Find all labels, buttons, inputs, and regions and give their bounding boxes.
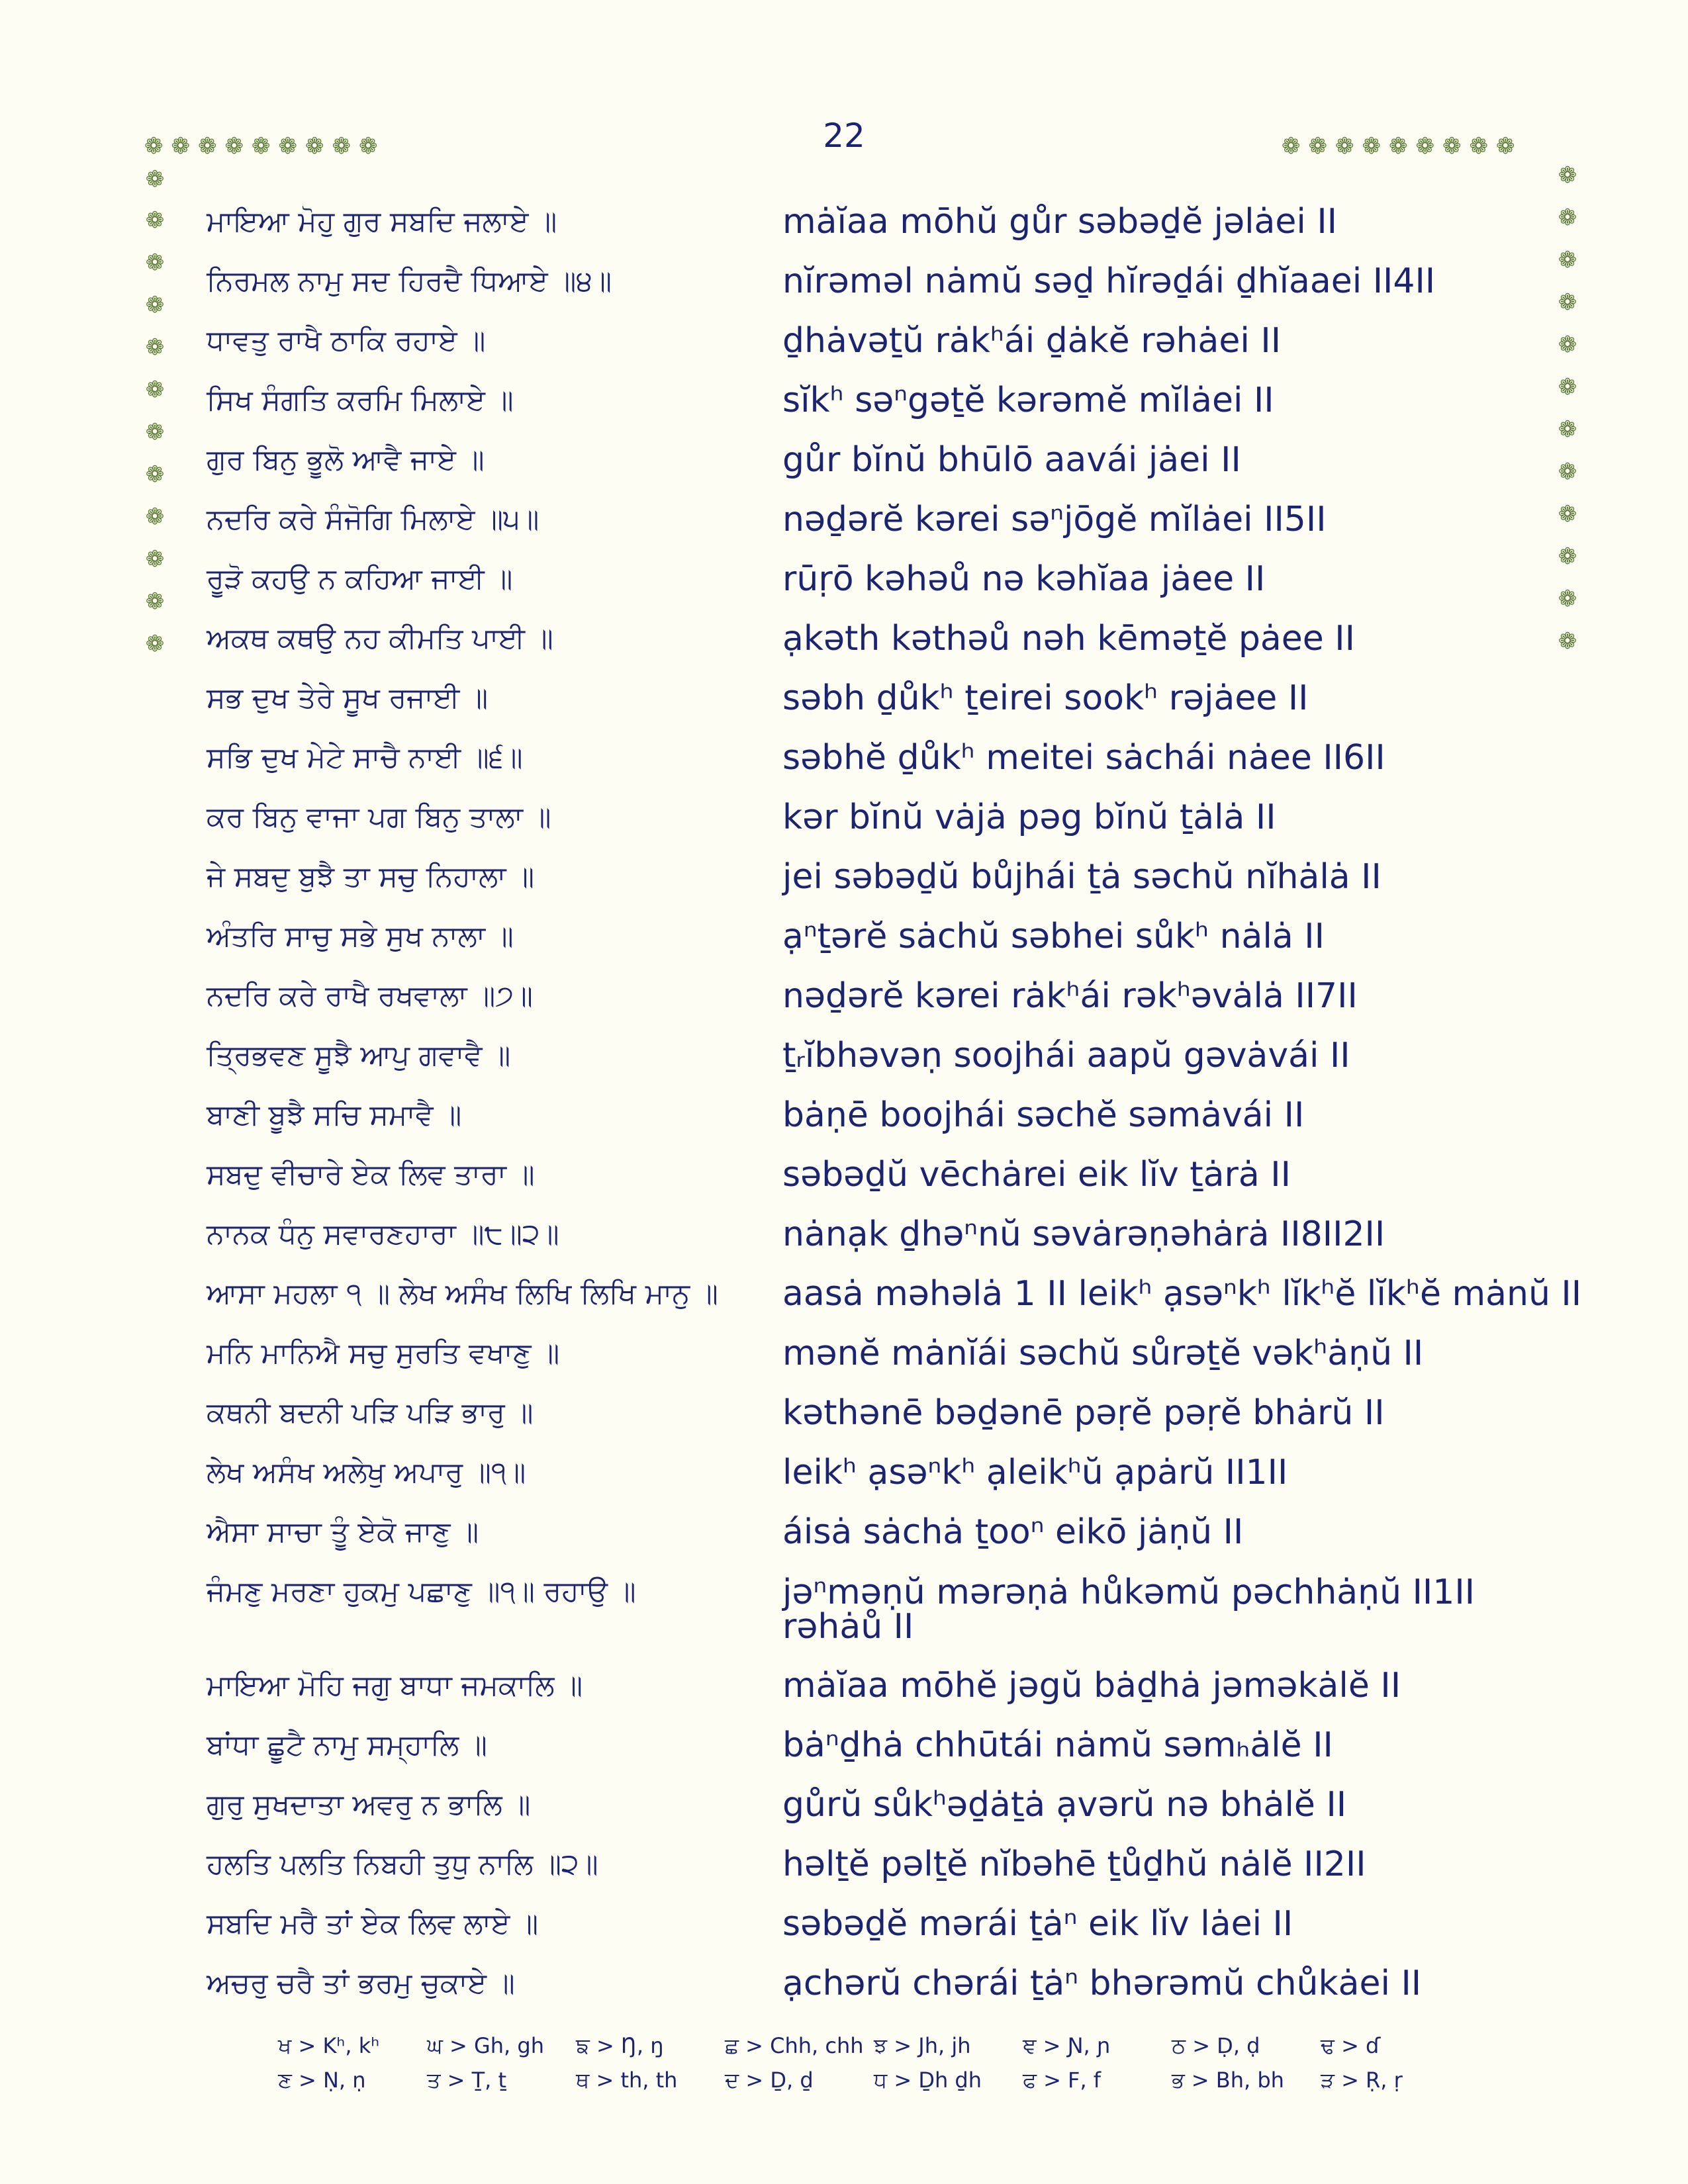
gurmukhi-line: ਰੂੜੋ ਕਹਉ ਨ ਕਹਿਆ ਜਾਈ ॥ xyxy=(207,563,513,596)
flower-ornament-icon: ❁ xyxy=(145,334,165,361)
verse-row xyxy=(0,907,1688,966)
verse-row xyxy=(0,1502,1688,1562)
verse-row xyxy=(0,1383,1688,1443)
legend-entry: ਥ > th, th xyxy=(576,2068,678,2093)
legend-entry: ਖ > Kʰ, kʰ xyxy=(278,2033,380,2058)
gurmukhi-line: ਸਭਿ ਦੁਖ ਮੇਟੇ ਸਾਚੈ ਨਾਈ ॥੬॥ xyxy=(207,741,523,774)
verse-row xyxy=(0,1715,1688,1775)
transliteration-line: ạkəth kəthəů nəh kēməṯĕ pȧee II xyxy=(782,619,1355,659)
gurmukhi-line: ਗੁਰੁ ਸੁਖਦਾਤਾ ਅਵਰੁ ਨ ਭਾਲਿ ॥ xyxy=(207,1788,531,1821)
transliteration-line: aasȧ məhəlȧ 1 II leikʰ ạsəⁿkʰ lĭkʰĕ lĭkʰĕ mȧnŭ II xyxy=(782,1274,1582,1314)
transliteration-line: sĭkʰ səⁿgəṯĕ kərəmĕ mĭlȧei II xyxy=(782,381,1274,420)
verse-row xyxy=(0,1775,1688,1835)
gurmukhi-line: ਨਾਨਕ ਧੰਨੁ ਸਵਾਰਣਹਾਰਾ ॥੮॥੨॥ xyxy=(207,1218,559,1251)
gurmukhi-line: ਸਬਦਿ ਮਰੈ ਤਾਂ ਏਕ ਲਿਵ ਲਾਏ ॥ xyxy=(207,1907,539,1940)
gurmukhi-line: ਜੇ ਸਬਦੁ ਬੁਝੈ ਤਾ ਸਚੁ ਨਿਹਾਲਾ ॥ xyxy=(207,860,535,893)
verse-row xyxy=(0,1562,1688,1656)
gurmukhi-line: ਨਦਰਿ ਕਰੇ ਸੰਜੋਗਿ ਮਿਲਾਏ ॥੫॥ xyxy=(207,503,539,536)
flower-ornament-icon: ❁ xyxy=(145,631,165,657)
gurmukhi-line: ਬਾਣੀ ਬੂਝੈ ਸਚਿ ਸਮਾਵੈ ॥ xyxy=(207,1099,462,1132)
legend-entry: ਤ > Ṯ, ṯ xyxy=(427,2068,507,2093)
transliteration-line: ạⁿṯərĕ sȧchŭ səbhei sůkʰ nȧlȧ II xyxy=(782,917,1325,956)
flower-ornament-icon: ❁ xyxy=(145,377,165,403)
legend-entry: ਠ > Ḍ, ḍ xyxy=(1172,2033,1260,2058)
flower-ornament-icon: ❁ xyxy=(145,588,165,615)
flower-ornament-icon: ❁ xyxy=(1558,205,1577,231)
transliteration-legend xyxy=(278,2033,1470,2102)
gurmukhi-line: ਮਾਇਆ ਮੋਹੁ ਗੁਰ ਸਬਦਿ ਜਲਾਏ ॥ xyxy=(207,205,557,238)
transliteration-line: səbəḏŭ vēchȧrei eik lĭv ṯȧrȧ II xyxy=(782,1155,1291,1195)
flower-ornament-icon: ❁ xyxy=(145,461,165,488)
verse-row xyxy=(0,847,1688,907)
verse-row xyxy=(0,1085,1688,1145)
verse-row xyxy=(0,728,1688,788)
ornament-border-top-right xyxy=(1282,135,1523,158)
transliteration-line: jei səbəḏŭ bůjhái ṯȧ səchŭ nĭhȧlȧ II xyxy=(782,857,1382,897)
flower-ornament-icon: ❁ xyxy=(1558,162,1577,189)
flower-ornament-icon: ❁ xyxy=(145,166,165,193)
gurmukhi-line: ਐਸਾ ਸਾਚਾ ਤੂੰ ਏਕੋ ਜਾਣੁ ॥ xyxy=(207,1516,479,1549)
gurmukhi-line: ਮਾਇਆ ਮੋਹਿ ਜਗੁ ਬਾਧਾ ਜਮਕਾਲਿ ॥ xyxy=(207,1669,583,1702)
transliteration-line: mənĕ mȧnĭái səchŭ sůrəṯĕ vəkʰȧṇŭ II xyxy=(782,1334,1424,1373)
gurmukhi-line: ਜੰਮਣੁ ਮਰਣਾ ਹੁਕਮੁ ਪਛਾਣੁ ॥੧॥ ਰਹਾਉ ॥ xyxy=(207,1575,636,1608)
verse-list xyxy=(0,192,1688,2013)
flower-ornament-icon: ❁ xyxy=(1335,133,1362,159)
legend-entry: ਫ > F, f xyxy=(1023,2068,1102,2093)
transliteration-line: mȧĭaa mōhĕ jəgŭ bȧḏhȧ jəməkȧlĕ II xyxy=(782,1666,1401,1706)
transliteration-line: səbəḏĕ mərái ṯȧⁿ eik lĭv lȧei II xyxy=(782,1904,1293,1944)
flower-ornament-icon: ❁ xyxy=(1389,133,1416,159)
flower-ornament-icon: ❁ xyxy=(1558,416,1577,443)
gurmukhi-line: ਨਿਰਮਲ ਨਾਮੁ ਸਦ ਹਿਰਦੈ ਧਿਆਏ ॥੪॥ xyxy=(207,265,612,298)
verse-row xyxy=(0,966,1688,1026)
transliteration-line: səbhĕ ḏůkʰ meitei sȧchái nȧee II6II xyxy=(782,738,1385,778)
transliteration-line: mȧĭaa mōhŭ gůr səbəḏĕ jəlȧei II xyxy=(782,202,1338,242)
transliteration-line: həlṯĕ pəlṯĕ nĭbəhē ṯůḏhŭ nȧlĕ II2II xyxy=(782,1844,1366,1884)
verse-row xyxy=(0,1656,1688,1715)
flower-ornament-icon: ❁ xyxy=(144,133,171,159)
legend-entry: ਝ > Jh, jh xyxy=(874,2033,971,2058)
flower-ornament-icon: ❁ xyxy=(359,133,386,159)
flower-ornament-icon: ❁ xyxy=(1469,133,1496,159)
flower-ornament-icon: ❁ xyxy=(145,546,165,572)
transliteration-line: gůrŭ sůkʰəḏȧṯȧ ạvərŭ nə bhȧlĕ II xyxy=(782,1785,1347,1825)
transliteration-line: rūṛō kəhəů nə kəhĭaa jȧee II xyxy=(782,559,1266,599)
transliteration-line: gůr bĭnŭ bhūlō aavái jȧei II xyxy=(782,440,1241,480)
flower-ornament-icon: ❁ xyxy=(1442,133,1470,159)
flower-ornament-icon: ❁ xyxy=(145,292,165,318)
flower-ornament-icon: ❁ xyxy=(1558,289,1577,316)
transliteration-line: nəḏərĕ kərei səⁿjōgĕ mĭlȧei II5II xyxy=(782,500,1327,539)
gurmukhi-line: ਸਿਖ ਸੰਗਤਿ ਕਰਮਿ ਮਿਲਾਏ ॥ xyxy=(207,384,514,417)
gurmukhi-line: ਲੇਖ ਅਸੰਖ ਅਲੇਖੁ ਅਪਾਰੁ ॥੧॥ xyxy=(207,1456,526,1489)
transliteration-line: kəthənē bəḏənē pəṛĕ pəṛĕ bhȧrŭ II xyxy=(782,1393,1385,1433)
flower-ornament-icon: ❁ xyxy=(252,133,279,159)
legend-entry: ਘ > Gh, gh xyxy=(427,2033,544,2058)
transliteration-line: áisȧ sȧchȧ ṯooⁿ eikō jȧṇŭ II xyxy=(782,1512,1244,1552)
verse-row xyxy=(0,490,1688,549)
flower-ornament-icon: ❁ xyxy=(332,133,359,159)
transliteration-line: nəḏərĕ kərei rȧkʰái rəkʰəvȧlȧ II7II xyxy=(782,976,1358,1016)
transliteration-line: bȧⁿḏhȧ chhūtái nȧmŭ səmₕȧlĕ II xyxy=(782,1725,1333,1765)
legend-entry: ੜ > Ṛ, ṛ xyxy=(1321,2068,1403,2093)
verse-row xyxy=(0,788,1688,847)
verse-row xyxy=(0,1835,1688,1894)
flower-ornament-icon: ❁ xyxy=(278,133,305,159)
verse-row xyxy=(0,1324,1688,1383)
transliteration-line: kər bĭnŭ vȧjȧ pəg bĭnŭ ṯȧlȧ II xyxy=(782,797,1276,837)
legend-entry: ਢ > ɗ xyxy=(1321,2033,1381,2058)
flower-ornament-icon: ❁ xyxy=(1558,543,1577,570)
flower-ornament-icon: ❁ xyxy=(1558,459,1577,485)
verse-row xyxy=(0,1954,1688,2013)
flower-ornament-icon: ❁ xyxy=(1558,247,1577,273)
transliteration-line: leikʰ ạsəⁿkʰ ạleikʰŭ ạpȧrŭ II1II xyxy=(782,1453,1288,1492)
transliteration-line: ḏhȧvəṯŭ rȧkʰái ḏȧkĕ rəhȧei II xyxy=(782,321,1282,361)
flower-ornament-icon: ❁ xyxy=(145,419,165,445)
flower-ornament-icon: ❁ xyxy=(1415,133,1442,159)
flower-ornament-icon: ❁ xyxy=(1558,501,1577,527)
ornament-border-top-left xyxy=(144,135,386,158)
flower-ornament-icon: ❁ xyxy=(171,133,198,159)
legend-entry: ਙ > Ŋ, ŋ xyxy=(576,2033,664,2058)
flower-ornament-icon: ❁ xyxy=(1558,586,1577,612)
flower-ornament-icon: ❁ xyxy=(305,133,332,159)
verse-row xyxy=(0,1894,1688,1954)
legend-entry: ਭ > Bh, bh xyxy=(1172,2068,1284,2093)
transliteration-line: nĭrəməl nȧmŭ səḏ hĭrəḏái ḏhĭaaei II4II xyxy=(782,261,1436,301)
gurmukhi-line: ਅੰਤਰਿ ਸਾਚੁ ਸਭੇ ਸੁਖ ਨਾਲਾ ॥ xyxy=(207,920,514,953)
page-number: 22 xyxy=(823,116,865,155)
verse-row xyxy=(0,371,1688,430)
legend-row xyxy=(278,2068,1470,2102)
transliteration-line: səbh ḏůkʰ ṯeirei sookʰ rəjȧee II xyxy=(782,678,1309,718)
gurmukhi-line: ਹਲਤਿ ਪਲਤਿ ਨਿਬਹੀ ਤੁਧੁ ਨਾਲਿ ॥੨॥ xyxy=(207,1848,598,1881)
flower-ornament-icon: ❁ xyxy=(1558,628,1577,655)
gurmukhi-line: ਬਾਂਧਾ ਛੂਟੈ ਨਾਮੁ ਸਮ੍ਹਾਲਿ ॥ xyxy=(207,1729,487,1762)
verse-row xyxy=(0,1264,1688,1324)
verse-row xyxy=(0,546,1688,609)
verse-row xyxy=(0,1145,1688,1205)
verse-row xyxy=(0,247,1688,311)
legend-entry: ਣ > Ṇ, ṇ xyxy=(278,2068,366,2093)
gurmukhi-line: ਕਰ ਬਿਨੁ ਵਾਜਾ ਪਗ ਬਿਨੁ ਤਾਲਾ ॥ xyxy=(207,801,551,834)
verse-row xyxy=(0,1026,1688,1085)
gurmukhi-line: ਸਬਦੁ ਵੀਚਾਰੇ ਏਕ ਲਿਵ ਤਾਰਾ ॥ xyxy=(207,1158,535,1191)
flower-ornament-icon: ❁ xyxy=(1308,133,1335,159)
verse-row xyxy=(0,192,1688,251)
flower-ornament-icon: ❁ xyxy=(1362,133,1389,159)
gurmukhi-line: ਗੁਰ ਬਿਨੁ ਭੂਲੋ ਆਵੈ ਜਾਏ ॥ xyxy=(207,443,485,477)
gurmukhi-line: ਕਥਨੀ ਬਦਨੀ ਪੜਿ ਪੜਿ ਭਾਰੁ ॥ xyxy=(207,1396,534,1430)
legend-entry: ਞ > Ɲ, ɲ xyxy=(1023,2033,1111,2058)
flower-ornament-icon: ❁ xyxy=(145,207,165,234)
verse-row xyxy=(0,609,1688,668)
transliteration-line: ạchərŭ chərái ṯȧⁿ bhərəmŭ chůkȧei II xyxy=(782,1964,1422,2003)
flower-ornament-icon: ❁ xyxy=(1558,374,1577,400)
flower-ornament-icon: ❁ xyxy=(1496,133,1523,159)
verse-row xyxy=(0,1443,1688,1502)
flower-ornament-icon: ❁ xyxy=(1558,332,1577,358)
legend-entry: ਦ > Ḏ, ḏ xyxy=(725,2068,814,2093)
flower-ornament-icon: ❁ xyxy=(1282,133,1309,159)
gurmukhi-line: ਮਨਿ ਮਾਨਿਐ ਸਚੁ ਸੁਰਤਿ ਵਖਾਣੁ ॥ xyxy=(207,1337,560,1370)
flower-ornament-icon: ❁ xyxy=(198,133,225,159)
transliteration-line: bȧṇē boojhái səchĕ səmȧvái II xyxy=(782,1095,1305,1135)
legend-entry: ਛ > Chh, chh xyxy=(725,2033,864,2058)
verse-row xyxy=(0,1205,1688,1264)
gurmukhi-line: ਅਕਥ ਕਥਉ ਨਹ ਕੀਮਤਿ ਪਾਈ ॥ xyxy=(207,622,553,655)
gurmukhi-line: ਅਚਰੁ ਚਰੈ ਤਾਂ ਭਰਮੁ ਚੁਕਾਏ ॥ xyxy=(207,1967,515,2000)
gurmukhi-line: ਸਭ ਦੁਖ ਤੇਰੇ ਸੂਖ ਰਜਾਈ ॥ xyxy=(207,682,489,715)
gurmukhi-line: ਆਸਾ ਮਹਲਾ ੧ ॥ ਲੇਖ ਅਸੰਖ ਲਿਖਿ ਲਿਖਿ ਮਾਨੁ ॥ xyxy=(207,1277,718,1310)
transliteration-line: nȧnạk ḏhəⁿnŭ səvȧrəṇəhȧrȧ II8II2II xyxy=(782,1214,1385,1254)
gurmukhi-line: ਤ੍ਰਿਭਵਣ ਸੂਝੈ ਆਪੁ ਗਵਾਵੈ ॥ xyxy=(207,1039,511,1072)
legend-row xyxy=(278,2033,1470,2068)
gurmukhi-line: ਧਾਵਤੁ ਰਾਖੈ ਠਾਕਿ ਰਹਾਏ ॥ xyxy=(207,324,486,357)
verse-row xyxy=(0,430,1688,490)
flower-ornament-icon: ❁ xyxy=(224,133,252,159)
legend-entry: ਧ > Ḏh ḏh xyxy=(874,2068,982,2093)
verse-row xyxy=(0,668,1688,728)
gurmukhi-line: ਨਦਰਿ ਕਰੇ ਰਾਖੈ ਰਖਵਾਲਾ ॥੭॥ xyxy=(207,979,533,1013)
transliteration-line: ṯᵣĭbhəvəṇ soojhái aapŭ gəvȧvái II xyxy=(782,1036,1350,1075)
transliteration-line: jəⁿməṇŭ mərəṇȧ hůkəmŭ pəchhȧṇŭ II1II rəhȧů II xyxy=(782,1572,1476,1647)
flower-ornament-icon: ❁ xyxy=(145,250,165,276)
verse-row xyxy=(0,311,1688,371)
flower-ornament-icon: ❁ xyxy=(145,504,165,530)
